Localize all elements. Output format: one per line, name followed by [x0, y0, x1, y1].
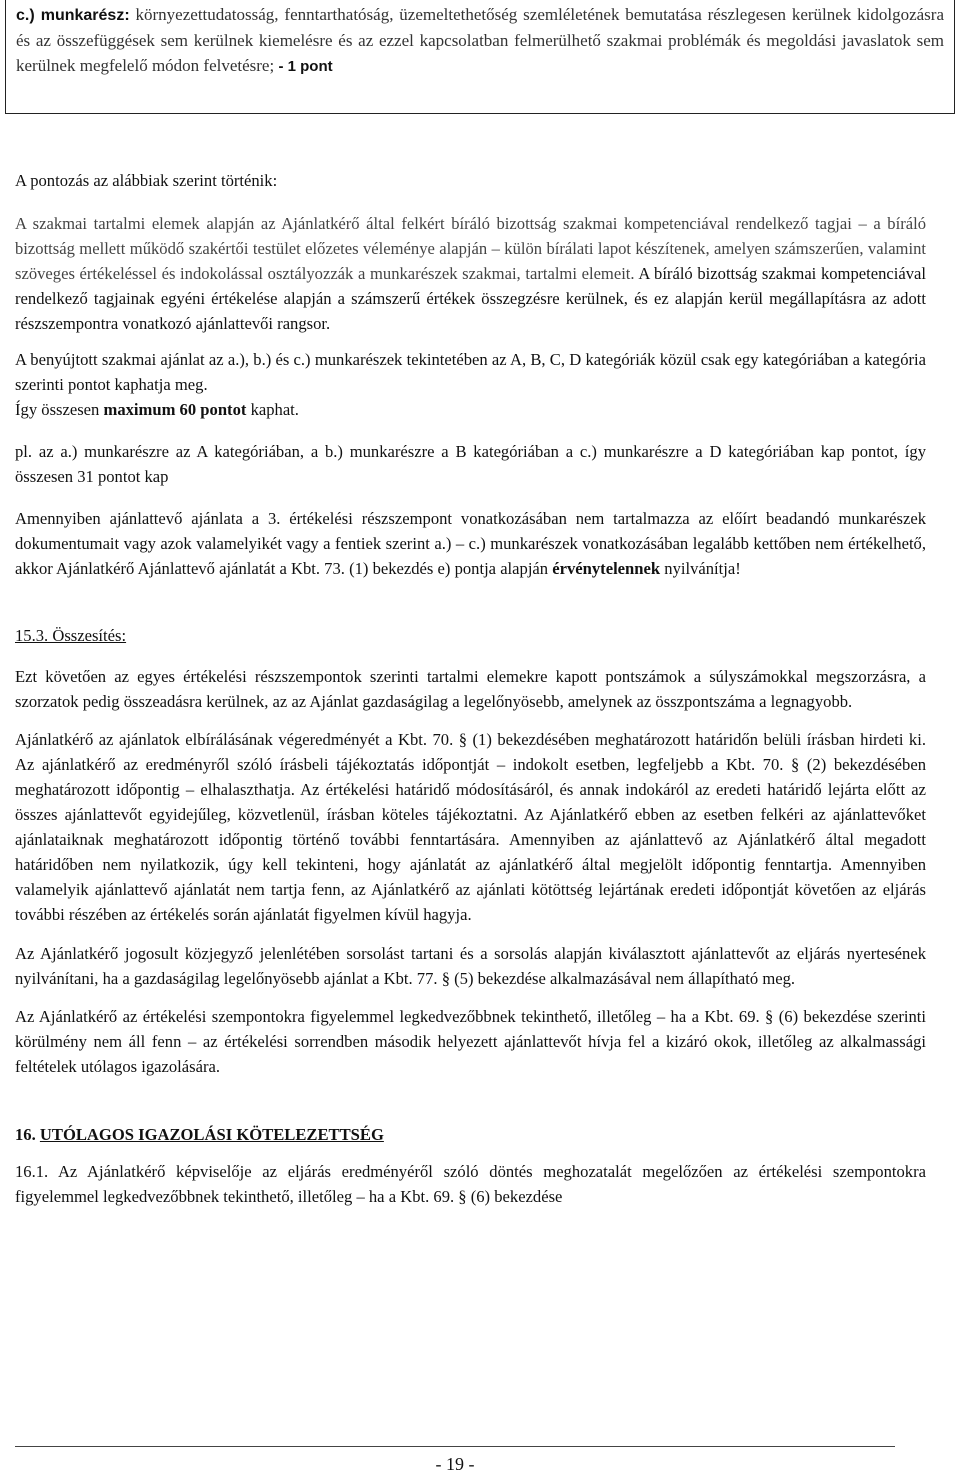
paragraph-szempontokra: Az Ajánlatkérő az értékelési szempontokra figyelemmel legkedvezőbbnek tekinthető, illetőleg – ha a Kbt. 69. § (6) bekezdése szerinti körülmény nem áll fenn – az értékelési sorrendben második helyezett ajánlattevőt hívja fel a kizáró okok, illetőleg az alkalmassági feltételek utólagos igazolására. [15, 1007, 926, 1077]
amennyiben-bold: érvénytelennek [552, 558, 661, 578]
szakmai-part1: A szakmai tartalmi elemek alapján az Ajánlatkérő által felkért bíráló bizottság szakmai kompetenciával rendelkező tagjai – a bíráló bizottság mellett működő szakértői testület előzetes véleménye alapján – külön bírálati lapot készítenek, amelyen számszerűen, valamint szöveges értékeléssel és indokolással osztályozzák a munkarészek szakmai, tartalmi elemeit. [15, 213, 926, 283]
main-content [15, 169, 926, 1210]
section-heading-15-3 [15, 624, 926, 649]
szakmai-part2: A bíráló bizottság szakmai kompetenciával rendelkező tagjainak egyéni értékelése alapján a számszerű értékek összegzésre kerülnek, és ez alapján kerül megállapításra az adott részszempontra vonatkozó ajánlattevői rangsor. [15, 263, 926, 333]
paragraph-benyujtott-line2 [15, 398, 926, 423]
benyujtott-post: kaphat. [250, 400, 299, 420]
box-lead: c.) munkarész: [16, 7, 130, 24]
paragraph-pl: pl. az a.) munkarészre az A kategóriában, a b.) munkarészre a B kategóriában a c.) munkarészre a D kategóriában kap pontot, így összesen 31 pontot kap [15, 442, 926, 487]
heading-15-3-text: 15.3. Összesítés: [15, 625, 127, 645]
paragraph-szakmai [15, 212, 926, 337]
paragraph-ajanlatkero: Ajánlatkérő az ajánlatok elbírálásának végeredményét a Kbt. 70. § (1) bekezdésében meghatározott határidőn belüli írásban hirdeti ki. Az ajánlatkérő az eredményről szóló írásbeli tájékoztatás időpontját – indokolt esetben, legfeljebb a Kbt. 70. § (2) bekezdésében meghatározott időpontig – elhalaszthatja. Az értékelési határidő módosításáról, és annak indokáról az eredeti határidő lejárta előtt az összes ajánlattevőt egyidejűleg, közvetlenül, írásban köteles tájékoztatni. Az Ajánlatkérő ebben az esetben felkéri az ajánlattevőket ajánlataiknak meghatározott időpontig történő további fenntartására. Amennyiben az ajánlattevő az Ajánlatkérő által megadott határidőben nem nyilatkozik, úgy kell tekinteni, hogy ajánlatát az ajánlatkérő által megjelölt időpontig fenntartja. Amennyiben valamelyik ajánlattevő ajánlatát nem tartja fenn, az Ajánlatkérő az ajánlati kötöttség lejártának eredeti időpontját követően az eljárás további részében az értékelés során ajánlatát figyelmen kívül hagyja. [15, 730, 926, 924]
criterion-box [5, 0, 955, 114]
heading-16-title: UTÓLAGOS IGAZOLÁSI KÖTELEZETTSÉG [39, 1125, 384, 1145]
footer-divider [15, 1446, 895, 1447]
amennyiben-post: nyilvánítja! [664, 558, 741, 578]
box-tail: - 1 pont [278, 57, 333, 75]
paragraph-amennyiben [15, 507, 926, 582]
page-number: - 19 - [435, 1454, 475, 1474]
amennyiben-pre: Amennyiben ajánlattevő ajánlata a 3. értékelési részszempont vonatkozásában nem tartalmazza az előírt beadandó munkarészek dokumentumait vagy azok valamelyikét vagy a fentiek szerint a.) – c.) munkarészek vonatkozásában legalább kettőben nem értékelhető, akkor Ajánlatkérő Ajánlattevő ajánlatát a Kbt. 73. (1) bekezdés e) pontja alapján [15, 508, 926, 578]
benyujtott-bold: maximum 60 pontot [103, 400, 247, 420]
paragraph-16-1: 16.1. Az Ajánlatkérő képviselője az eljárás eredményéről szóló döntés meghozatalát megelőzően az értékelési szempontokra figyelemmel legkedvezőbbnek tekinthető, illetőleg – ha a Kbt. 69. § (6) bekezdése [15, 1162, 926, 1206]
paragraph-benyujtott-line1: A benyújtott szakmai ajánlat az a.), b.) és c.) munkarészek tekintetében az A, B, C, D kategóriák közül csak egy kategóriában a kategória szerinti pontot kaphatja meg. [15, 350, 926, 395]
paragraph-jogosult: Az Ajánlatkérő jogosult közjegyző jelenlétében sorsolást tartani és a sorsolás alapján kiválasztott ajánlattevőt az eljárás nyertesének nyilvánítani, ha a gazdaságilag legelőnyösebb ajánlat a Kbt. 77. § (5) bekezdése alkalmazásával nem állapítható meg. [15, 943, 926, 988]
paragraph-pontozas: A pontozás az alábbiak szerint történik: [15, 171, 278, 190]
paragraph-ezt: Ezt követően az egyes értékelési részszempontok szerinti tartalmi elemekre kapott pontszámok a súlyszámokkal megszorzásra, a szorzatok pedig összeadásra kerülnek, az az Ajánlat gazdaságilag a legelőnyösebb, amelynek az összpontszáma a legnagyobb. [15, 666, 926, 711]
section-heading-16 [15, 1123, 926, 1148]
box-text: környezettudatosság, fenntarthatóság, üzemeltethetőség szemléletének bemutatása részlegesen kerülnek kidolgozásra és az összefüggések sem kerülnek kiemelésre és az ezzel kapcsolatban felmerülhető szakmai problémák és megoldási javaslatok sem kerülnek megfelelő módon felvetésre; [16, 5, 945, 75]
heading-16-num: 16. [15, 1125, 36, 1145]
benyujtott-pre: Így összesen [15, 400, 100, 420]
